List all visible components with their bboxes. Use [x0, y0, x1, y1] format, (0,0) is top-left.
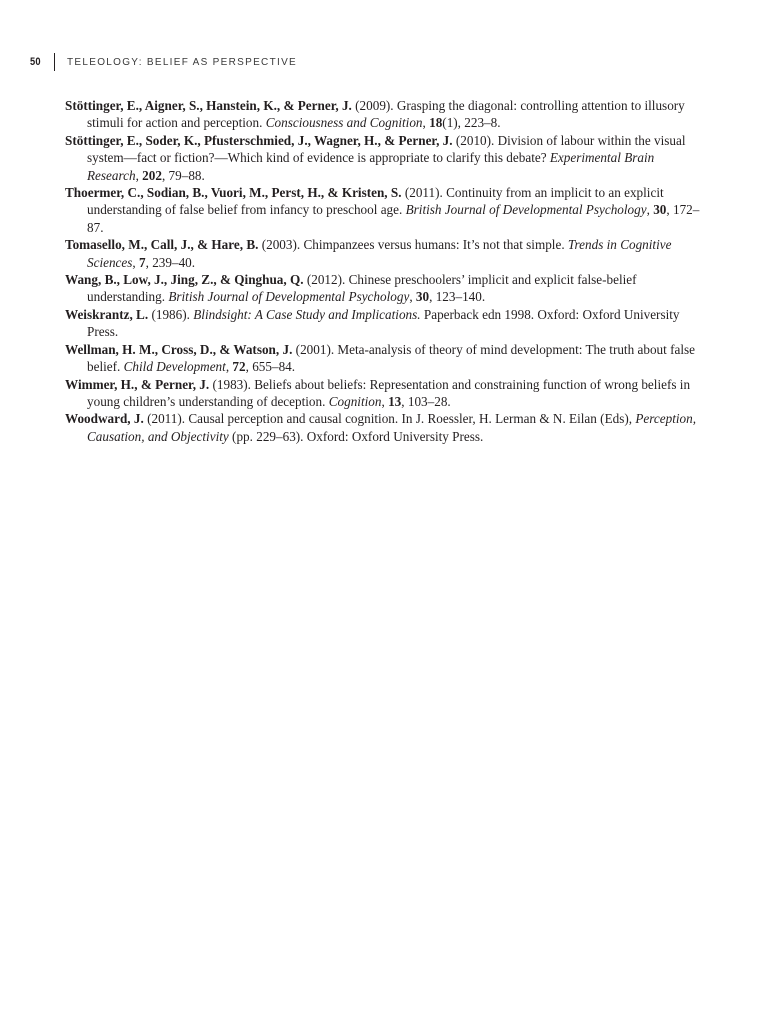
reference-entry	[65, 306, 705, 341]
reference-volume: 202	[142, 167, 162, 183]
reference-authors: Stöttinger, E., Soder, K., Pfusterschmied, J., Wagner, H., & Perner, J.	[65, 132, 453, 148]
page-number: 50	[30, 56, 41, 68]
reference-volume: 72	[232, 359, 246, 375]
reference-entry	[65, 184, 705, 236]
reference-text: (2011). Continuity from an implicit to an explicit understanding of false belief from infancy to preschool age.	[87, 185, 664, 218]
reference-journal: Cognition	[328, 393, 382, 409]
reference-text: ,	[422, 115, 430, 131]
reference-entry	[65, 271, 705, 306]
reference-authors: Stöttinger, E., Aigner, S., Hanstein, K., & Perner, J.	[65, 98, 352, 113]
reference-authors: Wimmer, H., & Perner, J.	[65, 376, 210, 392]
reference-entry	[65, 341, 705, 376]
reference-text: Paperback edn 1998. Oxford: Oxford University Press.	[87, 306, 680, 340]
reference-authors: Weiskrantz, L.	[65, 306, 149, 322]
reference-text: (2010). Division of labour within the visual system—fact or fiction?—Which kind of evidence is appropriate to clarify this debate?	[87, 132, 686, 166]
reference-text: ,	[135, 167, 143, 183]
reference-text: (pp. 229–63). Oxford: Oxford University Press.	[228, 428, 484, 444]
reference-text: (1), 223–8.	[442, 115, 501, 131]
reference-text: (2011). Causal perception and causal cognition. In J. Roessler, H. Lerman & N. Eilan (Eds),	[143, 411, 636, 427]
reference-journal: Child Development	[123, 359, 226, 375]
reference-text: , 103–28.	[401, 393, 451, 409]
reference-text: ,	[225, 359, 233, 375]
reference-authors: Woodward, J.	[65, 411, 144, 427]
reference-text: , 239–40.	[145, 254, 196, 270]
reference-text: , 172–87.	[87, 202, 700, 235]
reference-text: , 79–88.	[161, 167, 205, 183]
reference-entry	[65, 376, 705, 411]
reference-authors: Thoermer, C., Sodian, B., Vuori, M., Perst, H., & Kristen, S.	[65, 185, 402, 201]
reference-text: , 655–84.	[245, 359, 296, 375]
reference-text: (1986).	[148, 306, 194, 322]
reference-text: ,	[132, 254, 139, 270]
reference-list	[65, 97, 705, 445]
reference-entry	[65, 410, 705, 445]
running-title: TELEOLOGY: BELIEF AS PERSPECTIVE	[67, 56, 298, 68]
header-divider	[54, 53, 55, 71]
reference-authors: Wellman, H. M., Cross, D., & Watson, J.	[65, 341, 293, 357]
reference-volume: 30	[415, 289, 430, 305]
reference-volume: 13	[388, 393, 402, 409]
reference-volume: 7	[139, 254, 146, 270]
reference-journal: Experimental Brain Research	[87, 150, 655, 183]
reference-text: ,	[646, 202, 654, 218]
reference-journal: Trends in Cognitive Sciences	[87, 237, 672, 270]
reference-journal: Perception, Causation, and Objectivity	[87, 411, 697, 444]
reference-entry	[65, 97, 705, 132]
reference-volume: 18	[429, 115, 443, 131]
running-head	[30, 53, 297, 71]
reference-authors: Tomasello, M., Call, J., & Hare, B.	[65, 237, 259, 253]
reference-entry	[65, 236, 705, 271]
reference-entry	[65, 132, 705, 184]
reference-text: ,	[409, 289, 416, 305]
reference-authors: Wang, B., Low, J., Jing, Z., & Qinghua, Q.	[65, 272, 304, 288]
reference-journal: British Journal of Developmental Psychology	[168, 289, 410, 305]
reference-text: (2012). Chinese preschoolers’ implicit and explicit false-belief understanding.	[87, 272, 637, 305]
reference-text: (2009). Grasping the diagonal: controlling attention to illusory stimuli for action and perception.	[87, 98, 685, 131]
reference-text: (2001). Meta-analysis of theory of mind development: The truth about false belief.	[87, 341, 695, 375]
reference-volume: 30	[653, 202, 667, 218]
reference-journal: Consciousness and Cognition	[265, 115, 423, 131]
reference-text: , 123–140.	[429, 289, 486, 305]
reference-text: (1983). Beliefs about beliefs: Representation and constraining function of wrong beliefs in young children’s understanding of deception.	[87, 376, 691, 409]
reference-text: (2003). Chimpanzees versus humans: It’s not that simple.	[258, 237, 568, 253]
reference-journal: Blindsight: A Case Study and Implications.	[193, 306, 421, 322]
reference-text: ,	[381, 393, 389, 409]
reference-journal: British Journal of Developmental Psychology	[405, 202, 647, 218]
